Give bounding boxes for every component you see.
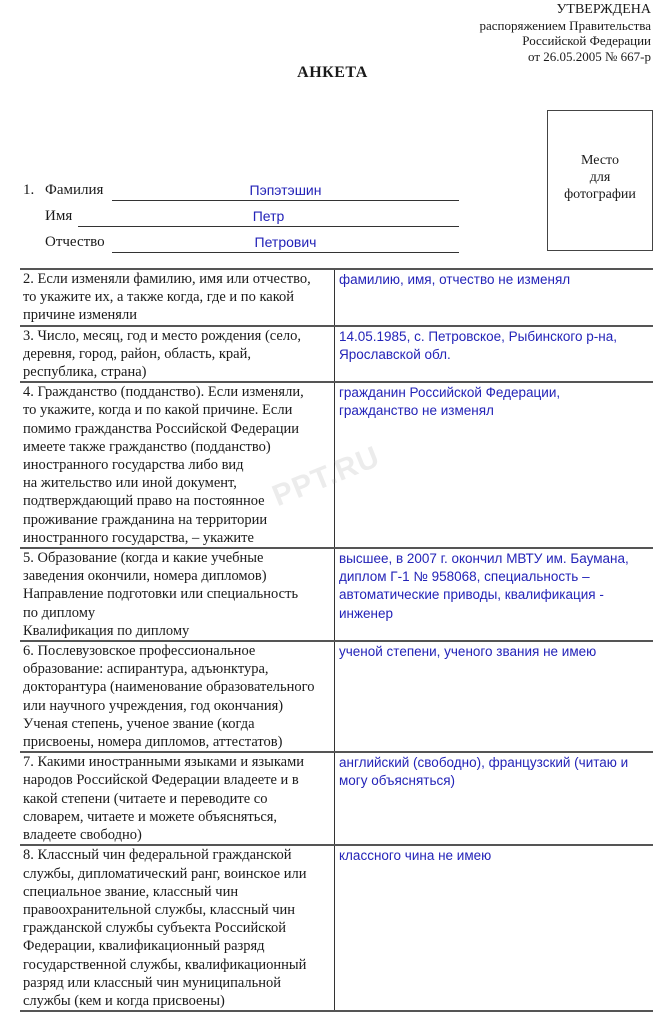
question-text: подтверждающий право на постоянное	[23, 493, 265, 510]
question-text: Квалификация по диплому	[23, 622, 190, 639]
patronymic-field[interactable]: Петрович	[112, 234, 459, 253]
name-label: Имя	[45, 208, 73, 224]
question-text: 7. Какими иностранными языками и языками	[23, 754, 305, 771]
question-text: иностранного государства, – укажите	[23, 529, 254, 546]
table-row	[20, 752, 653, 845]
question-text: Ученая степень, ученое звание (когда	[23, 715, 255, 732]
question-text: 2. Если изменяли фамилию, имя или отчество,	[23, 271, 311, 287]
question-text: народов Российской Федерации владеете и в	[23, 772, 299, 789]
table-row	[20, 548, 653, 641]
name-field[interactable]: Петр	[78, 208, 459, 227]
answer-text: фамилию, имя, отчество не изменял	[339, 272, 571, 287]
question-text: докторантура (наименование образовательного	[23, 679, 315, 696]
answer-text: диплом Г-1 № 958068, специальность –	[339, 569, 590, 585]
answer-text: ученой степени, ученого звания не имею	[339, 644, 597, 660]
question-text: проживание гражданина на территории	[23, 511, 268, 528]
answer-field[interactable]	[335, 382, 654, 548]
surname-row	[0, 182, 470, 202]
question-text: образование: аспирантура, адъюнктура,	[23, 661, 269, 678]
answer-field[interactable]	[335, 752, 654, 845]
question-cell	[20, 326, 335, 383]
question-text: 4. Гражданство (подданство). Если изменяли,	[23, 384, 304, 401]
question-text: 5. Образование (когда и какие учебные	[23, 550, 264, 567]
answer-text: гражданство не изменял	[339, 403, 494, 419]
answer-field[interactable]	[335, 269, 654, 326]
table-row	[20, 641, 653, 752]
question-text: на жительство или иной документ,	[23, 475, 237, 492]
question-text: деревня, город, район, область, край,	[23, 345, 251, 362]
approval-line: Российской Федерации	[522, 33, 651, 48]
answer-text: высшее, в 2007 г. окончил МВТУ им. Баумана,	[339, 551, 629, 567]
answer-field[interactable]	[335, 548, 654, 641]
question-cell	[20, 641, 335, 752]
answer-field[interactable]	[335, 845, 654, 1011]
question-text: то укажите, когда и по какой причине. Если	[23, 402, 293, 419]
questionnaire-table	[20, 268, 653, 1012]
approval-heading: УТВЕРЖДЕНА	[556, 2, 651, 17]
question-text: помимо гражданства Российской Федерации	[23, 420, 299, 437]
question-text: то укажите их, а также когда, где и по какой	[23, 289, 295, 306]
approval-line: распоряжением Правительства	[479, 17, 651, 33]
question-text: службы, дипломатический ранг, воинское или	[23, 865, 307, 882]
answer-text: классного чина не имею	[339, 848, 492, 864]
patronymic-label: Отчество	[45, 234, 105, 250]
question-text: иностранного государства либо вид	[23, 457, 244, 474]
question-cell	[20, 382, 335, 548]
question-text: правоохранительной службы, классный чин	[23, 901, 296, 918]
question-text: словарем, читаете и можете объясняться,	[23, 808, 278, 825]
question-cell	[20, 845, 335, 1011]
question-text: 3. Число, месяц, год и место рождения (село,	[23, 327, 301, 344]
question-text: по диплому	[23, 604, 96, 621]
question-text: 8. Классный чин федеральной гражданской	[23, 847, 292, 864]
question-text: какой степени (читаете и переводите со	[23, 790, 268, 807]
question-text: заведения окончили, номера дипломов)	[23, 568, 267, 585]
answer-text: гражданин Российской Федерации,	[339, 385, 561, 401]
photo-placeholder-line: Место	[581, 153, 619, 168]
table-row	[20, 326, 653, 383]
answer-field[interactable]	[335, 641, 654, 752]
surname-field[interactable]: Пэпэтэшин	[112, 182, 459, 201]
photo-placeholder	[547, 110, 653, 251]
document-title: АНКЕТА	[297, 64, 368, 81]
question-text: разряд или классный чин муниципальной	[23, 974, 282, 991]
approval-stamp	[479, 2, 651, 64]
table-row	[20, 845, 653, 1011]
watermark: PPT.RU	[267, 440, 385, 513]
answer-field[interactable]	[335, 326, 654, 383]
question-cell	[20, 548, 335, 641]
photo-placeholder-line: фотографии	[564, 187, 636, 202]
question-text: Федерации, квалификационный разряд	[23, 938, 265, 955]
question-text: 6. Послевузовское профессиональное	[23, 643, 256, 660]
table-row	[20, 382, 653, 548]
table-row	[20, 269, 653, 326]
approval-line: от 26.05.2005 № 667-р	[528, 48, 651, 64]
question-text: службы (кем и когда присвоены)	[23, 992, 225, 1009]
answer-text: 14.05.1985, с. Петровское, Рыбинского р-на,	[339, 328, 617, 344]
question-text: Направление подготовки или специальность	[23, 586, 299, 603]
section-number: 1.	[23, 182, 35, 198]
question-text: гражданской службы субъекта Российской	[23, 920, 287, 937]
answer-text: могу объясняться)	[339, 773, 456, 789]
answer-text: инженер	[339, 605, 394, 621]
question-text: республика, страна)	[23, 364, 147, 381]
name-row	[0, 208, 470, 228]
question-text: государственной службы, квалификационный	[23, 956, 307, 973]
question-text: причине изменяли	[23, 307, 137, 324]
photo-placeholder-line: для	[589, 170, 611, 185]
patronymic-row	[0, 234, 470, 254]
question-text: специальное звание, классный чин	[23, 883, 239, 900]
question-text: присвоены, номера дипломов, аттестатов)	[23, 734, 283, 751]
question-cell	[20, 269, 335, 326]
question-text: или научного учреждения, год окончания)	[23, 697, 284, 714]
surname-label: Фамилия	[45, 182, 104, 198]
answer-text: автоматические приводы, квалификация -	[339, 587, 604, 603]
question-cell	[20, 752, 335, 845]
answer-text: Ярославской обл.	[339, 346, 451, 362]
question-text: владеете свободно)	[23, 827, 142, 844]
answer-text: английский (свободно), французский (читаю и	[339, 755, 629, 771]
question-text: имеете также гражданство (подданство)	[23, 438, 271, 455]
